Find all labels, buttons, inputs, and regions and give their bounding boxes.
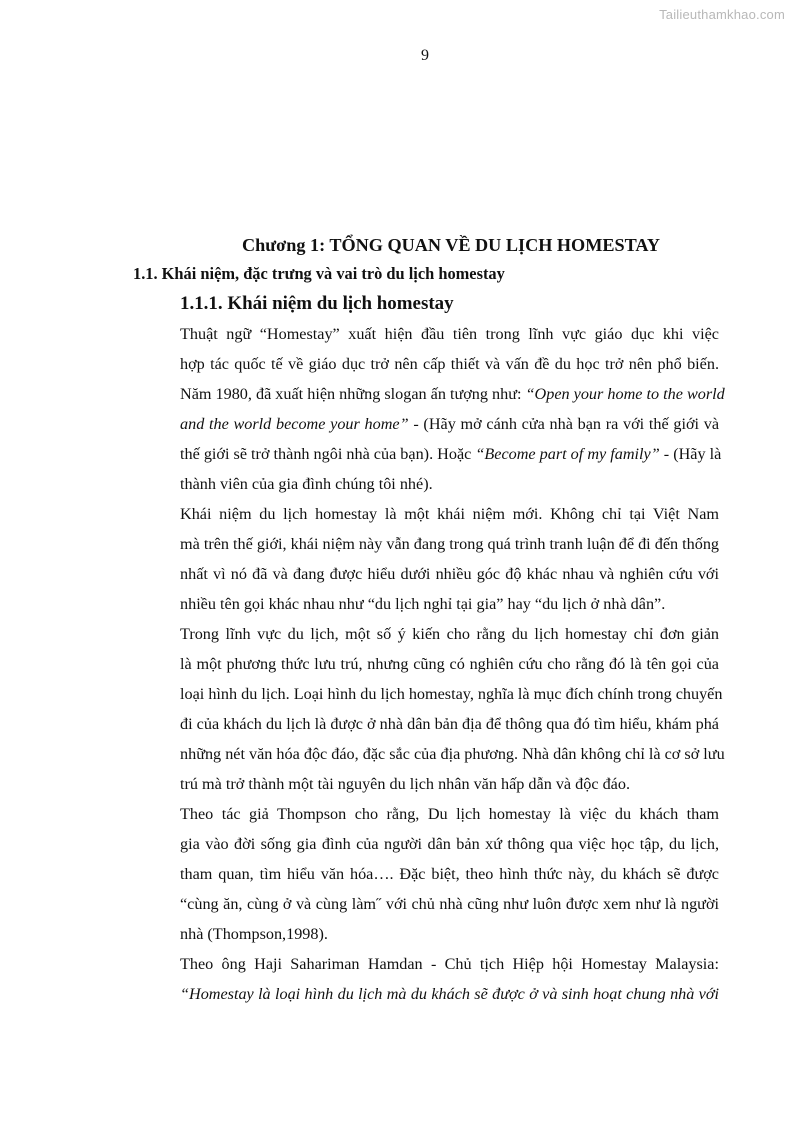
paragraph-line: Thuật ngữ “Homestay” xuất hiện đầu tiên trong lĩnh vực giáo dục khi việc	[180, 325, 719, 343]
paragraph-line: những nét văn hóa độc đáo, đặc sắc của địa phương. Nhà dân không chỉ là cơ sở lưu	[180, 745, 725, 763]
paragraph-line: Theo tác giả Thompson cho rằng, Du lịch homestay là việc du khách tham	[180, 805, 719, 823]
paragraph-line: Khái niệm du lịch homestay là một khái niệm mới. Không chỉ tại Việt Nam	[180, 505, 719, 523]
paragraph-tourism-field	[133, 619, 725, 799]
paragraph-line: loại hình du lịch. Loại hình du lịch homestay, nghĩa là mục đích chính trong chuyến	[180, 685, 723, 703]
section-heading: 1.1. Khái niệm, đặc trưng và vai trò du lịch homestay	[133, 264, 505, 283]
slogan-quote: “Become part of my family”	[475, 445, 660, 463]
text-run: - (Hãy mở cánh cửa nhà bạn ra với thế giới và	[408, 415, 719, 433]
paragraph-line: Theo ông Haji Sahariman Hamdan - Chủ tịch Hiệp hội Homestay Malaysia:	[180, 955, 719, 973]
text-run: - (Hãy là	[659, 445, 722, 463]
text-run: thế giới sẽ trở thành ngôi nhà của bạn). Hoặc	[180, 445, 476, 463]
paragraph-hamdan-quote	[133, 949, 719, 1009]
slogan-quote: and the world become your home”	[180, 415, 409, 433]
slogan-quote: “Open your home to the world	[525, 385, 725, 403]
paragraph-line: thành viên của gia đình chúng tôi nhé).	[180, 475, 433, 493]
paragraph-line: nhà (Thompson,1998).	[180, 925, 328, 943]
page-number: 9	[421, 47, 429, 64]
paragraph-line: Trong lĩnh vực du lịch, một số ý kiến cho rằng du lịch homestay chỉ đơn giản	[180, 625, 719, 643]
paragraph-line: đi của khách du lịch là được ở nhà dân bản địa để thông qua đó tìm hiểu, khám phá	[180, 715, 719, 733]
paragraph-line: “cùng ăn, cùng ở và cùng làm˝ với chủ nhà cũng như luôn được xem như là người	[180, 895, 719, 913]
paragraph-line: là một phương thức lưu trú, nhưng cũng có nghiên cứu cho rằng đó là tên gọi của	[180, 655, 719, 673]
paragraph-line: mà trên thế giới, khái niệm này vẫn đang trong quá trình tranh luận để đi đến thống	[180, 535, 720, 553]
subsection-heading: 1.1.1. Khái niệm du lịch homestay	[180, 293, 454, 314]
paragraph-concept-debate	[133, 499, 719, 619]
paragraph-homestay-origin	[133, 319, 725, 499]
paragraph-line: nhiều tên gọi khác nhau như “du lịch nghỉ tại gia” hay “du lịch ở nhà dân”.	[180, 595, 666, 613]
paragraph-line	[133, 409, 719, 439]
paragraph-line: tham quan, tìm hiểu văn hóa…. Đặc biệt, theo hình thức này, du khách sẽ được	[180, 865, 719, 883]
definition-quote: “Homestay là loại hình du lịch mà du khách sẽ được ở và sinh hoạt chung nhà với	[180, 985, 719, 1003]
paragraph-thompson	[133, 799, 719, 949]
paragraph-line	[133, 439, 722, 469]
paragraph-line: trú mà trở thành một tài nguyên du lịch nhân văn hấp dẫn và độc đáo.	[180, 775, 631, 793]
chapter-title: Chương 1: TỔNG QUAN VỀ DU LỊCH HOMESTAY	[242, 235, 660, 255]
paragraph-line	[133, 979, 719, 1009]
watermark: Tailieuthamkhao.com	[659, 7, 785, 22]
paragraph-line: gia vào đời sống gia đình của người dân bản xứ thông qua việc học tập, du lịch,	[180, 835, 719, 853]
paragraph-line	[133, 379, 725, 409]
paragraph-line: hợp tác quốc tế về giáo dục trở nên cấp thiết và vấn đề du học trở nên phổ biến.	[180, 355, 719, 373]
text-run: Năm 1980, đã xuất hiện những slogan ấn tượng như:	[180, 385, 526, 403]
document-body	[133, 231, 725, 1009]
paragraph-line: nhất vì nó đã và đang được hiểu dưới nhiều góc độ khác nhau và nghiên cứu với	[180, 565, 719, 583]
